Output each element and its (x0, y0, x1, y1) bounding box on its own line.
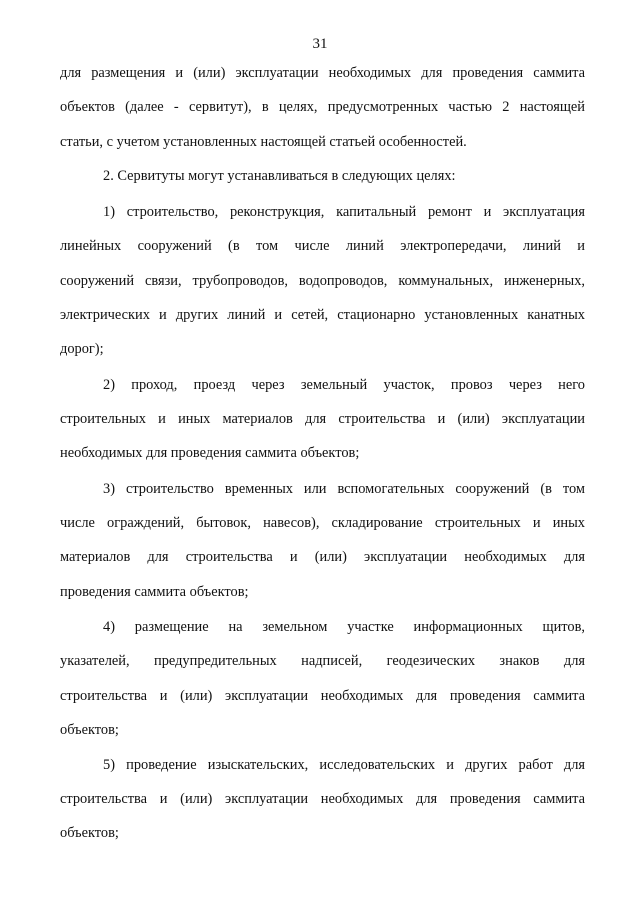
text-line: материалов для строительства и (или) эксплуатации необходимых для (60, 549, 585, 565)
text-line: указателей, предупредительных надписей, геодезических знаков для (60, 653, 585, 669)
text-line: 4) размещение на земельном участке информационных щитов, (103, 619, 585, 635)
text-line: линейных сооружений (в том числе линий электропередачи, линий и (60, 238, 585, 254)
text-line: строительства и (или) эксплуатации необходимых для проведения саммита (60, 688, 585, 704)
text-line: объектов (далее - сервитут), в целях, предусмотренных частью 2 настоящей (60, 99, 585, 115)
text-line: 2) проход, проезд через земельный участок, провоз через него (103, 377, 585, 393)
text-line: строительства и (или) эксплуатации необходимых для проведения саммита (60, 791, 585, 807)
text-line: электрических и других линий и сетей, стационарно установленных канатных (60, 307, 585, 323)
text-line: 2. Сервитуты могут устанавливаться в следующих целях: (103, 168, 456, 184)
page-number: 31 (312, 36, 328, 52)
text-line: дорог); (60, 341, 104, 357)
text-line: статьи, с учетом установленных настоящей статьей особенностей. (60, 134, 467, 150)
text-line: для размещения и (или) эксплуатации необходимых для проведения саммита (60, 65, 585, 81)
text-line: числе ограждений, бытовок, навесов), складирование строительных и иных (60, 515, 585, 531)
text-line: 3) строительство временных или вспомогательных сооружений (в том (103, 481, 585, 497)
text-line: проведения саммита объектов; (60, 584, 249, 600)
text-line: строительных и иных материалов для строительства и (или) эксплуатации (60, 411, 585, 427)
text-line: сооружений связи, трубопроводов, водопроводов, коммунальных, инженерных, (60, 273, 585, 289)
text-line: необходимых для проведения саммита объектов; (60, 445, 360, 461)
text-line: 1) строительство, реконструкция, капитальный ремонт и эксплуатация (103, 204, 585, 220)
text-line: объектов; (60, 722, 119, 738)
text-line: объектов; (60, 825, 119, 841)
text-line: 5) проведение изыскательских, исследовательских и других работ для (103, 757, 585, 773)
